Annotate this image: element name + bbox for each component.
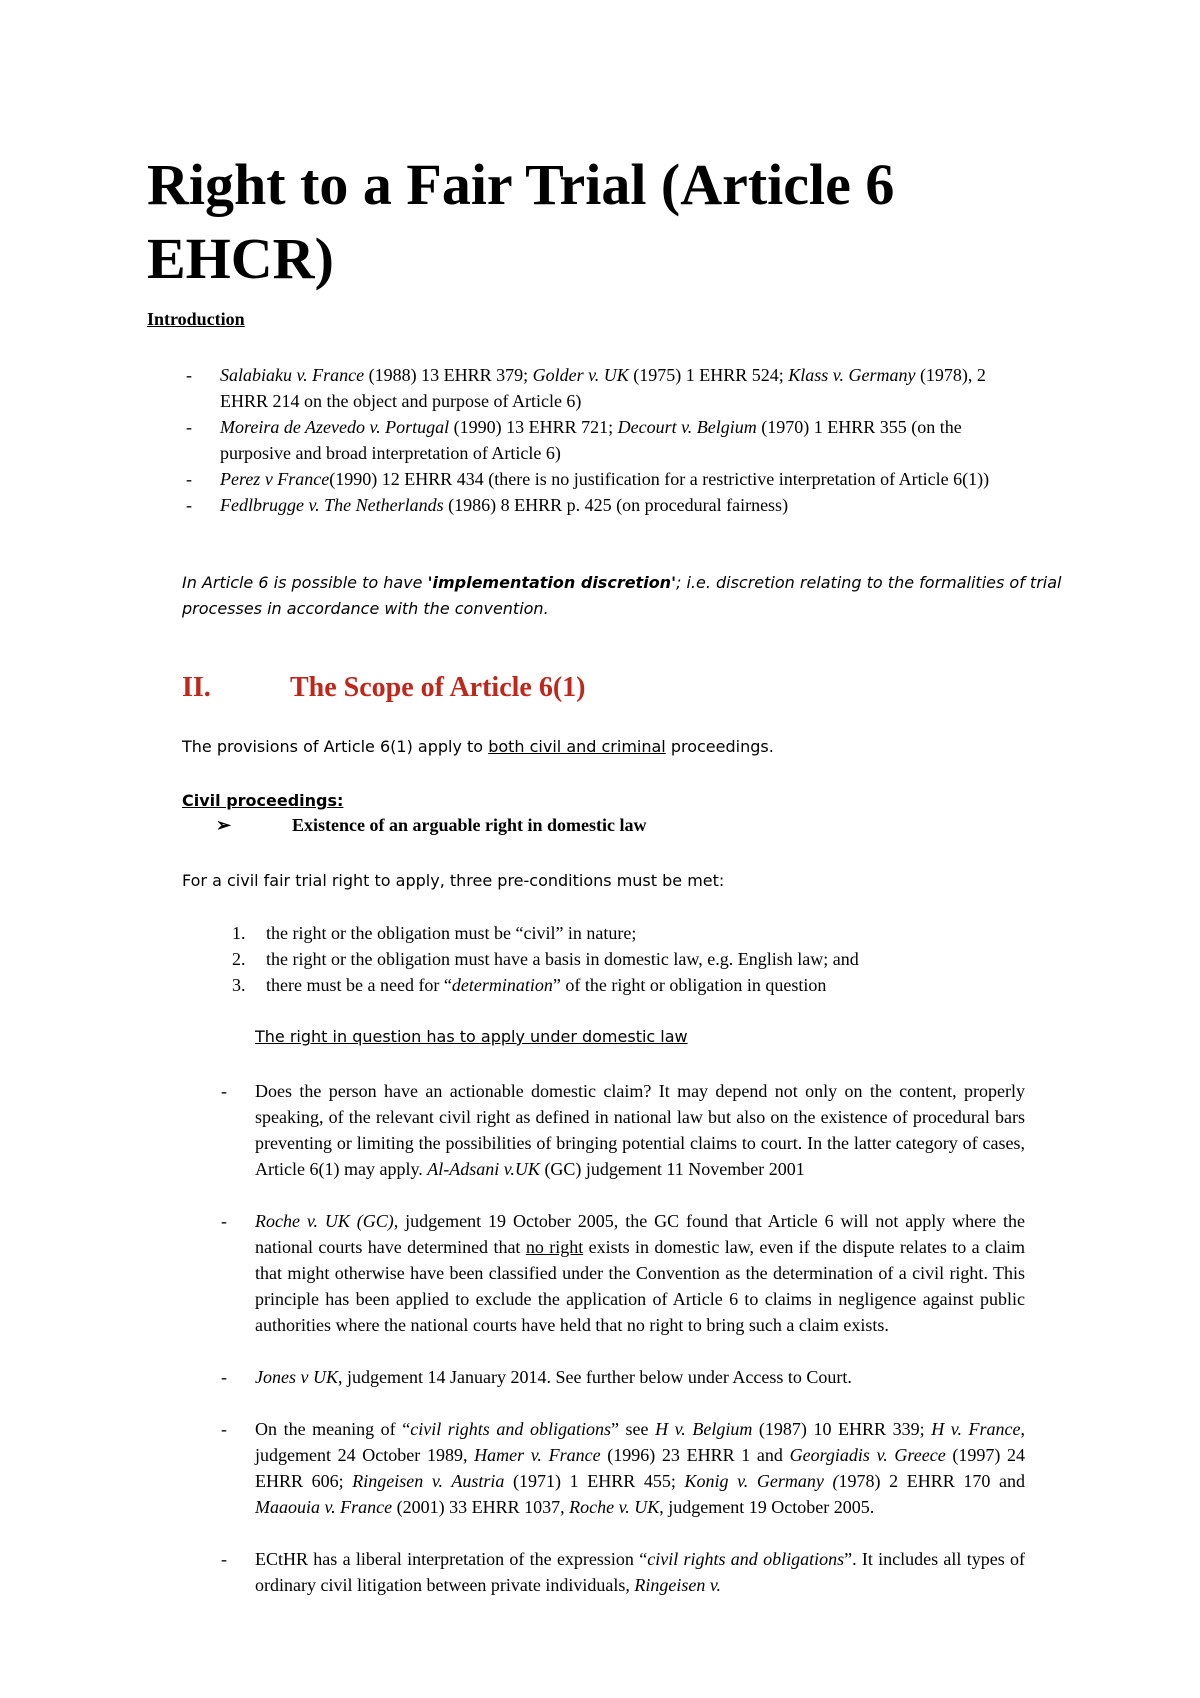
text-run: (1990) 13 EHRR 721; — [449, 417, 618, 437]
list-item-text — [255, 1549, 1025, 1595]
text-run: no right — [525, 1237, 584, 1257]
text-run: (1970) 1 EHRR 355 (on the purposive and broad interpretation of Article 6) — [220, 417, 962, 463]
civil-proceedings-heading: Civil proceedings: — [182, 791, 344, 810]
dash-bullet: - — [186, 417, 192, 437]
dash-bullet: - — [186, 495, 192, 515]
text-run: H v. France — [931, 1419, 1021, 1439]
text-run: Golder v. UK — [532, 365, 629, 385]
list-item-text — [266, 923, 636, 943]
text-run: Hamer v. France — [474, 1445, 601, 1465]
domestic-law-subheading: The right in question has to apply under domestic law — [255, 1027, 688, 1046]
text-run: 'implementation discretion' — [427, 573, 676, 592]
list-number: 1. — [232, 923, 246, 943]
text-run: In Article 6 is possible to have — [182, 573, 428, 592]
text-run: civil rights and obligations — [647, 1549, 845, 1569]
text-run: ” of the right or obligation in question — [552, 975, 827, 995]
list-item — [232, 972, 1046, 998]
text-run: (1997) 24 EHRR 606; — [255, 1445, 1026, 1491]
list-item — [221, 1078, 1025, 1182]
text-run: Roche v. UK — [569, 1497, 660, 1517]
dash-bullet: - — [221, 1419, 227, 1439]
dash-bullet: - — [221, 1367, 227, 1387]
section-number: II. — [182, 672, 211, 703]
text-run: Does the person have an actionable domestic claim? It may depend not only on the content, properly speaking, of the relevant civil right as defined in national law but also on the existence of procedural bars preventing or limiting the possibilities of bringing potential claims to court. In the latter category of cases, Article 6(1) may apply. — [255, 1081, 1025, 1179]
text-run: Al-Adsani v.UK — [427, 1159, 540, 1179]
section-heading — [182, 670, 982, 706]
text-run: Moreira de Azevedo v. Portugal — [220, 417, 450, 437]
introduction-heading: Introduction — [147, 309, 245, 329]
list-item-text — [255, 1367, 852, 1387]
list-item — [186, 492, 1020, 518]
text-run: (1978), 2 EHRR 214 on the object and purpose of Article 6) — [220, 365, 986, 411]
text-run: (1988) 13 EHRR 379; — [364, 365, 533, 385]
list-item — [186, 414, 1020, 466]
text-run: (1987) 10 EHRR 339; — [752, 1419, 932, 1439]
text-run: judgement 19 October 2005, the GC found that Article 6 will not apply where the national courts have determined that — [255, 1211, 1026, 1257]
dash-bullet: - — [186, 469, 192, 489]
list-item — [221, 1416, 1026, 1520]
list-item — [221, 1364, 1025, 1390]
list-item-text — [220, 469, 989, 489]
dash-bullet: - — [221, 1211, 227, 1231]
text-run: Perez v France — [220, 469, 330, 489]
text-run: (1996) 23 EHRR 1 and — [600, 1445, 790, 1465]
list-item-text — [255, 1081, 1025, 1179]
text-run: Klass v. Germany — [788, 365, 916, 385]
text-run: 1978) 2 EHRR 170 and — [838, 1471, 1025, 1491]
list-number: 3. — [232, 975, 246, 995]
section-title: The Scope of Article 6(1) — [290, 672, 586, 703]
text-run: Fedlbrugge v. The Netherlands — [220, 495, 444, 515]
text-run: , judgement 19 October 2005. — [659, 1497, 875, 1517]
text-run: ” see — [610, 1419, 656, 1439]
list-item — [232, 920, 1046, 946]
list-item — [221, 1546, 1025, 1598]
text-run: the right or the obligation must have a basis in domestic law, e.g. English law; and — [266, 949, 859, 969]
list-item-text — [266, 975, 826, 995]
list-item — [186, 466, 1020, 492]
text-run: (1971) 1 EHRR 455; — [504, 1471, 685, 1491]
page-title: Right to a Fair Trial (Article 6 EHCR) — [147, 152, 895, 291]
list-number: 2. — [232, 949, 246, 969]
text-run: (GC) judgement 11 November 2001 — [539, 1159, 805, 1179]
text-run: civil rights and obligations — [410, 1419, 611, 1439]
preconditions-intro: For a civil fair trial right to apply, three pre-conditions must be met: — [182, 871, 725, 890]
text-run: , judgement 24 October 1989, — [255, 1419, 1025, 1465]
list-item-text — [220, 495, 788, 515]
arrow-list-item — [216, 815, 646, 836]
text-run: Georgiadis v. Greece — [789, 1445, 946, 1465]
preconditions-list — [232, 920, 1046, 998]
list-item — [186, 362, 1020, 414]
text-run: Maaouia v. France — [255, 1497, 393, 1517]
text-run: ”. It includes all types of ordinary civil litigation between private individuals, — [255, 1549, 1025, 1595]
text-run: ECtHR has a liberal interpretation of the expression “ — [255, 1549, 648, 1569]
text-run: Ringeisen v. Austria — [352, 1471, 505, 1491]
text-run: The provisions of Article 6(1) apply to — [182, 737, 489, 756]
text-run: there must be a need for “ — [266, 975, 452, 995]
list-item-text — [220, 365, 986, 411]
arrow-item-text: Existence of an arguable right in domestic law — [292, 815, 647, 835]
list-item-text — [266, 949, 859, 969]
text-run: proceedings. — [665, 737, 774, 756]
text-run: Ringeisen v. — [634, 1575, 722, 1595]
text-run: (2001) 33 EHRR 1037, — [392, 1497, 570, 1517]
text-run: the right or the obligation must be “civil” in nature; — [266, 923, 637, 943]
text-run: (1975) 1 EHRR 524; — [628, 365, 789, 385]
provisions-paragraph — [182, 734, 1062, 760]
text-run: Jones v UK — [255, 1367, 338, 1387]
text-run: On the meaning of “ — [255, 1419, 411, 1439]
domestic-law-points — [221, 1078, 1026, 1624]
text-run: ; i.e. discretion relating to the formalities of trial processes in accordance with the convention. — [182, 573, 1062, 618]
text-run: Decourt v. Belgium — [617, 417, 757, 437]
text-run: H v. Belgium — [655, 1419, 753, 1439]
text-run: Roche v. UK (GC), — [255, 1211, 399, 1231]
dash-bullet: - — [186, 365, 192, 385]
text-run: exists in domestic law, even if the dispute relates to a claim that might otherwise have been classified under the Convention as the determination of a civil right. This principle has been applied to exclude the application of Article 6 to claims in negligence against public authorities where the national courts have held that no right to bring such a claim exists. — [255, 1237, 1026, 1335]
list-item-text — [255, 1211, 1025, 1335]
text-run: (1986) 8 EHRR p. 425 (on procedural fairness) — [443, 495, 789, 515]
list-item-text — [255, 1419, 1025, 1517]
text-run: determination — [451, 975, 553, 995]
text-run: Konig v. Germany ( — [684, 1471, 839, 1491]
list-item — [232, 946, 1046, 972]
arrow-bullet-icon: ➢ — [216, 815, 232, 835]
text-run: Salabiaku v. France — [220, 365, 365, 385]
list-item-text — [220, 417, 962, 463]
dash-bullet: - — [221, 1549, 227, 1569]
implementation-discretion-note — [182, 570, 1062, 622]
text-run: , judgement 14 January 2014. See further below under Access to Court. — [337, 1367, 852, 1387]
text-run: both civil and criminal — [488, 737, 666, 756]
introduction-list — [186, 362, 1020, 518]
dash-bullet: - — [221, 1081, 227, 1101]
text-run: (1990) 12 EHRR 434 (there is no justification for a restrictive interpretation of Article 6(1)) — [329, 469, 990, 489]
list-item — [221, 1208, 1026, 1338]
